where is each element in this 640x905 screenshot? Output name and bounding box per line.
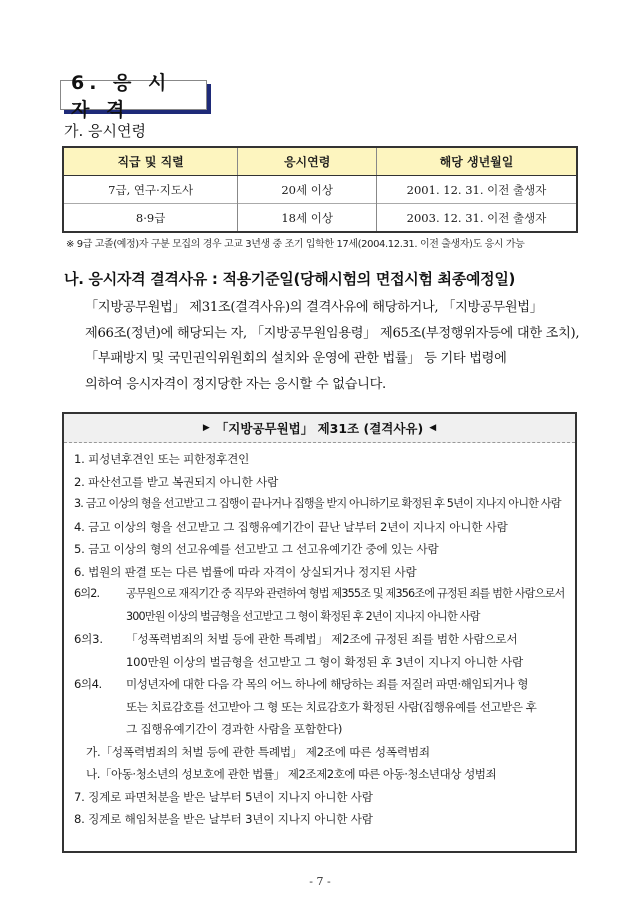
item-text: 징계로 파면처분을 받은 날부터 5년이 지나지 아니한 사람 [88, 789, 373, 804]
list-item-continuation [74, 696, 575, 719]
page-number: - 7 - [309, 875, 331, 888]
item-number: 6의4. [74, 677, 102, 691]
disqualification-heading: 나. 응시자격 결격사유 : 적용기준일(당해시험의 면접시험 최종예정일) [64, 270, 516, 288]
paragraph-line: 「지방공무원법」 제31조(결격사유)의 결격사유에 해당하거나, 「지방공무원법」 [85, 300, 543, 315]
table-row [63, 204, 577, 233]
item-text: 또는 치료감호를 선고받아 그 형 또는 치료감호가 확정된 사람(집행유예를 선고받은 후 [126, 699, 537, 714]
table-header-row [63, 147, 577, 176]
age-table [62, 146, 578, 233]
item-text: 금고 이상의 형을 선고받고 그 집행이 끝나거나 집행을 받지 아니하기로 확정된 후 5년이 지나지 아니한 사람 [85, 497, 561, 510]
table-cell: 2001. 12. 31. 이전 출생자 [377, 176, 577, 204]
table-row [63, 176, 577, 204]
item-text: 「성폭력범죄의 처벌 등에 관한 특례법」 제2조에 따른 성폭력범죄 [100, 744, 430, 759]
item-number: 6의2. [74, 587, 100, 600]
item-number: 가. [86, 744, 101, 759]
list-item-continuation [74, 718, 575, 741]
item-number: 6의3. [74, 632, 103, 646]
list-subitem [74, 763, 575, 786]
table-cell: 18세 이상 [238, 204, 377, 233]
paragraph-line: 제66조(정년)에 해당되는 자, 「지방공무원임용령」 제65조(부정행위자등에 대한 조치), [85, 325, 580, 341]
item-text: 공무원으로 재직기간 중 직무와 관련하여 형법 제355조 및 제356조에 규정된 죄를 범한 사람으로서 [126, 587, 565, 600]
header-cell: 해당 생년월일 [377, 147, 577, 176]
section-title: 6. 응 시 자 격 [71, 72, 172, 121]
item-number: 1. [74, 452, 85, 466]
item-number: 2. [74, 474, 85, 489]
list-subitem [74, 741, 575, 764]
item-text: 법원의 판결 또는 다른 법률에 따라 자격이 상실되거나 정지된 사람 [88, 564, 417, 579]
list-item [74, 673, 575, 696]
law-article-box [62, 412, 577, 853]
item-text: 파산선고를 받고 복권되지 아니한 사람 [88, 474, 279, 489]
list-item [74, 628, 575, 651]
item-text: 「성폭력범죄의 처벌 등에 관한 특례법」 제2조에 규정된 죄를 범한 사람으로서 [126, 632, 518, 646]
list-item [74, 448, 575, 471]
list-item-continuation [74, 606, 575, 629]
triangle-left-icon: ◀ [429, 423, 437, 433]
law-box-title: 「지방공무원법」 제31조 (결격사유) [215, 421, 424, 436]
paragraph-line: 의하여 응시자격이 정지당한 자는 응시할 수 없습니다. [85, 376, 386, 392]
law-box-header [64, 414, 575, 443]
item-number: 4. [74, 519, 85, 534]
header-cell: 직급 및 직렬 [63, 147, 238, 176]
item-number: 나. [86, 767, 100, 781]
item-text: 금고 이상의 형을 선고받고 그 집행유예기간이 끝난 날부터 2년이 지나지 아니한 사람 [88, 519, 508, 534]
list-item [74, 786, 575, 809]
item-number: 8. [74, 812, 85, 826]
item-text: 미성년자에 대한 다음 각 목의 어느 하나에 해당하는 죄를 저질러 파면·해임되거나 형 [126, 677, 529, 691]
table-cell: 7급, 연구·지도사 [63, 176, 238, 204]
disqualification-list [64, 443, 575, 831]
list-item [74, 538, 575, 561]
section-title-box [60, 72, 207, 121]
item-text: 300만원 이상의 벌금형을 선고받고 그 형이 확정된 후 2년이 지나지 아니한 사람 [126, 609, 480, 623]
disqualification-paragraph [85, 295, 580, 397]
table-cell: 20세 이상 [238, 176, 377, 204]
list-item [74, 583, 575, 606]
item-text: 징계로 해임처분을 받은 날부터 3년이 지나지 아니한 사람 [88, 812, 373, 826]
item-number: 5. [74, 542, 85, 556]
item-text: 그 집행유예기간이 경과한 사람을 포함한다) [126, 722, 343, 736]
header-cell: 응시연령 [238, 147, 377, 176]
table-cell: 8·9급 [63, 204, 238, 233]
list-item-continuation [74, 651, 575, 674]
list-item [74, 808, 575, 831]
item-text: 100만원 이상의 벌금형을 선고받고 그 형이 확정된 후 3년이 지나지 아니한 사람 [126, 654, 524, 669]
item-text: 금고 이상의 형의 선고유예를 선고받고 그 선고유예기간 중에 있는 사람 [88, 542, 439, 556]
table-cell: 2003. 12. 31. 이전 출생자 [377, 204, 577, 233]
list-item [74, 516, 575, 539]
paragraph-line: 「부패방지 및 국민권익위원회의 설치와 운영에 관한 법률」 등 기타 법령에 [85, 351, 507, 366]
item-text: 「아동·청소년의 성보호에 관한 법률」 제2조제2호에 따른 아동·청소년대상 성범죄 [99, 767, 497, 781]
age-heading: 가. 응시연령 [64, 122, 146, 140]
list-item [74, 471, 575, 494]
item-number: 7. [74, 789, 85, 804]
age-note: ※ 9급 고졸(예정)자 구분 모집의 경우 고교 3년생 중 조기 입학한 17세(2004.12.31. 이전 출생자)도 응시 가능 [66, 239, 525, 250]
item-number: 3. [74, 497, 83, 510]
list-item [74, 493, 575, 516]
item-number: 6. [74, 564, 85, 579]
list-item [74, 561, 575, 584]
triangle-right-icon: ▶ [202, 423, 210, 433]
item-text: 피성년후견인 또는 피한정후견인 [88, 452, 250, 466]
